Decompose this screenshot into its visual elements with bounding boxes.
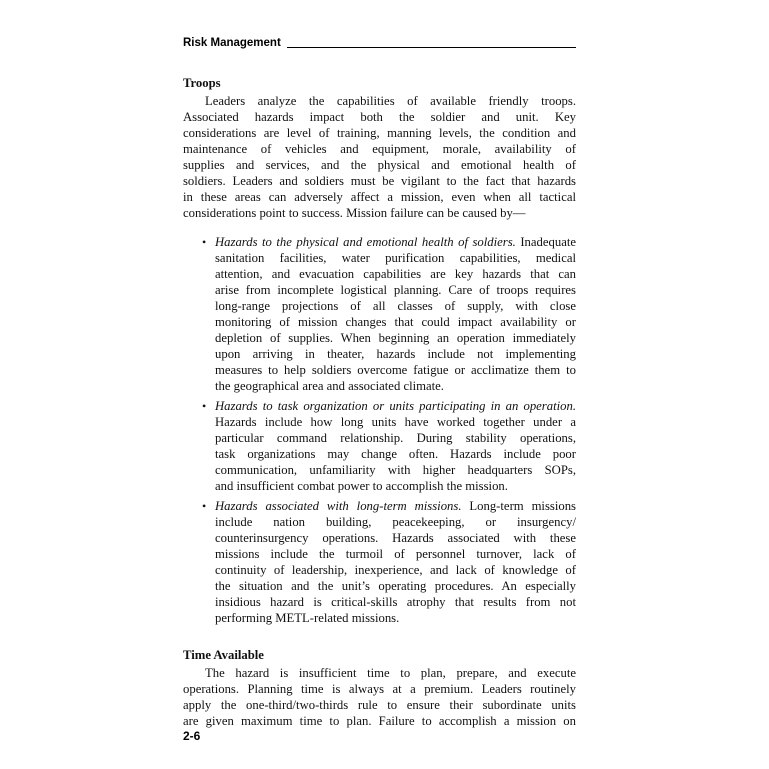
- bullet-lead-rest: Long-term missions: [461, 499, 576, 513]
- text-line: in these areas can adversely affect a mission, even when all tactical: [183, 190, 576, 204]
- body-text: [183, 75, 576, 729]
- header-rule: [287, 47, 576, 48]
- troops-paragraph: [183, 93, 576, 221]
- bullet-lead: Hazards associated with long-term missions.: [215, 499, 462, 513]
- bullet-icon: •: [202, 399, 207, 413]
- running-header: [183, 37, 576, 51]
- running-header-title: Risk Management: [183, 37, 281, 49]
- bullet-lead-rest: Inadequate: [515, 235, 576, 249]
- text-line: considerations point to success. Mission failure can be caused by—: [183, 206, 526, 220]
- text-line: attention, and evacuation capabilities are key hazards that can: [215, 267, 576, 281]
- text-line: upon arriving in theater, hazards include not implementing: [215, 347, 576, 361]
- bullet-icon: •: [202, 499, 207, 513]
- text-line: the situation and the unit’s operating procedures. An especially: [215, 579, 576, 593]
- bullet-item: [183, 234, 576, 394]
- text-line: particular command relationship. During stability operations,: [215, 431, 576, 445]
- section-heading-time-available: Time Available: [183, 648, 264, 662]
- section-heading-troops: Troops: [183, 76, 221, 90]
- text-line: apply the one-third/two-thirds rule to ensure their subordinate units: [183, 698, 576, 712]
- text-line: performing METL-related missions.: [215, 611, 400, 625]
- text-line: The hazard is insufficient time to plan, prepare, and execute: [205, 666, 576, 680]
- bullet-first-line: [215, 498, 576, 514]
- text-line: continuity of leadership, inexperience, and lack of knowledge of: [215, 563, 576, 577]
- bullet-item: [183, 398, 576, 494]
- text-line: measures to help soldiers overcome fatigue or acclimatize them to: [215, 363, 576, 377]
- text-line: and insufficient combat power to accomplish the mission.: [215, 479, 508, 493]
- bullet-item: [183, 498, 576, 626]
- hazard-bullet-list: [183, 234, 576, 626]
- text-line: depletion of supplies. When beginning an operation immediately: [215, 331, 576, 345]
- text-line: insidious hazard is critical-skills atrophy that results from not: [215, 595, 576, 609]
- text-line: sanitation facilities, water purification capabilities, medical: [215, 251, 576, 265]
- text-line: counterinsurgency operations. Hazards associated with these: [215, 531, 576, 545]
- bullet-lead: Hazards to task organization or units participating in an operation.: [215, 399, 576, 413]
- text-line: Associated hazards impact both the soldier and unit. Key: [183, 110, 576, 124]
- text-line: Leaders analyze the capabilities of available friendly troops.: [205, 94, 576, 108]
- page-number: 2-6: [183, 729, 201, 743]
- bullet-first-line: [215, 234, 576, 250]
- bullet-first-line: [215, 398, 576, 414]
- text-line: supplies and services, and the physical and emotional health of: [183, 158, 576, 172]
- text-line: long-range projections of all classes of supply, with close: [215, 299, 576, 313]
- text-line: include nation building, peacekeeping, or insurgency/: [215, 515, 576, 529]
- text-line: communication, unfamiliarity with higher headquarters SOPs,: [215, 463, 576, 477]
- text-line: task organizations may change often. Hazards include poor: [215, 447, 576, 461]
- bullet-icon: •: [202, 235, 207, 249]
- text-line: maintenance of vehicles and equipment, morale, availability of: [183, 142, 576, 156]
- text-line: the geographical area and associated climate.: [215, 379, 444, 393]
- text-line: considerations are level of training, manning levels, the condition and: [183, 126, 576, 140]
- bullet-lead: Hazards to the physical and emotional health of soldiers.: [215, 235, 516, 249]
- text-line: are given maximum time to plan. Failure to accomplish a mission on: [183, 714, 576, 728]
- text-line: monitoring of mission changes that could impact availability or: [215, 315, 576, 329]
- text-line: arise from incomplete logistical planning. Care of troops requires: [215, 283, 576, 297]
- text-line: Hazards include how long units have worked together under a: [215, 415, 576, 429]
- text-line: missions include the turmoil of personnel turnover, lack of: [215, 547, 576, 561]
- text-line: operations. Planning time is always at a premium. Leaders routinely: [183, 682, 576, 696]
- time-available-section: [183, 647, 576, 729]
- text-line: soldiers. Leaders and soldiers must be vigilant to the fact that hazards: [183, 174, 576, 188]
